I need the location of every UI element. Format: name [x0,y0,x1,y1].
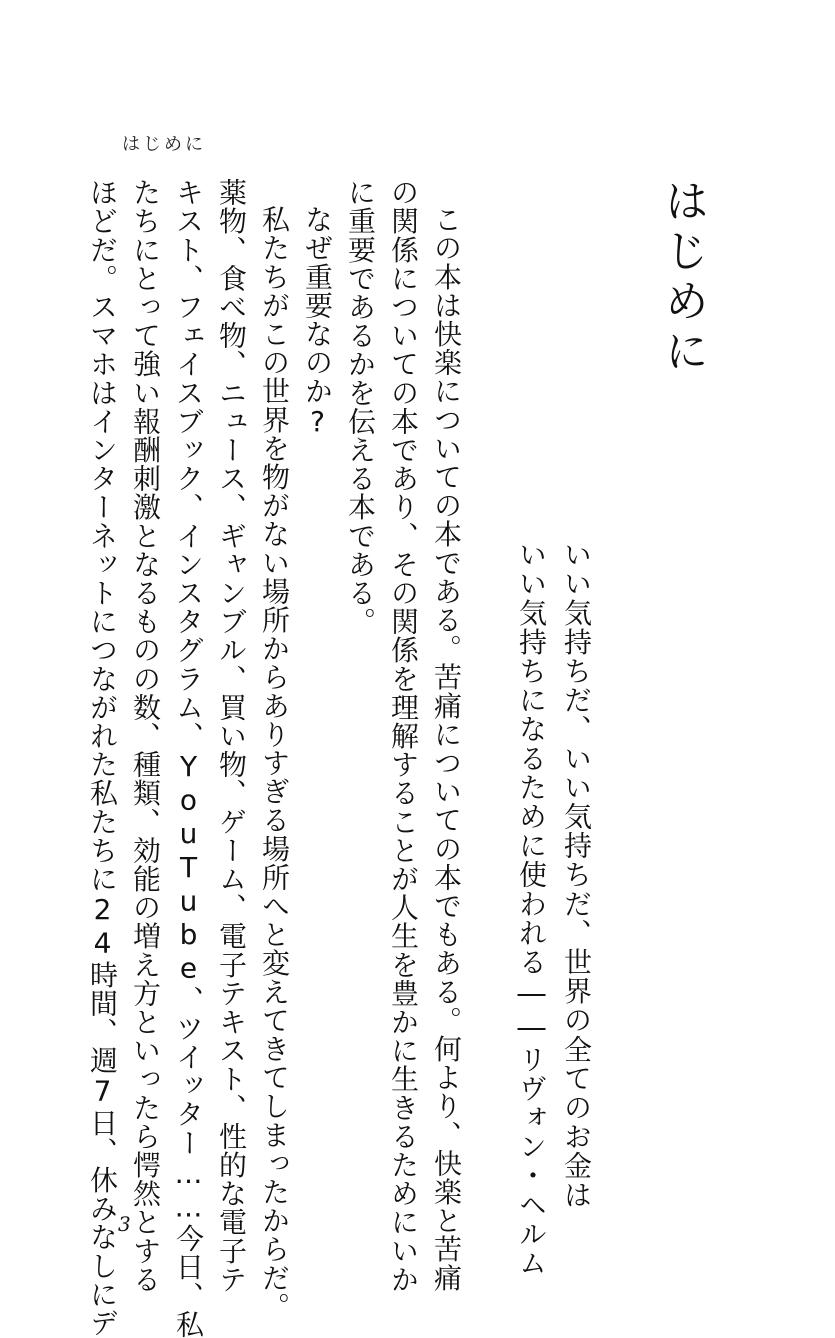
body-line: なぜ重要なのか? [301,205,334,439]
body-line: に重要であるかを伝える本である。 [344,178,377,636]
running-head: はじめに [122,134,206,155]
page-number: 3 [118,1212,131,1236]
chapter-title: はじめに [657,178,708,378]
body-line: この本は快楽についての本である。苦痛についての本でもある。何より、快楽と苦痛 [430,205,463,1292]
body-line: 私たちがこの世界を物がない場所からありすぎる場所へと変えてきてしまったからだ。 [258,205,291,1321]
epigraph-line-1: いい気持ちだ、いい気持ちだ、世界の全てのお金は [560,540,593,1210]
body-line: たちにとって強い報酬刺激となるものの数、種類、効能の増え方といったら愕然とする [129,178,162,1294]
epigraph-line-2: いい気持ちになるために使われる――リヴォン・ヘルム [515,540,548,1278]
body-line: キスト、フェイスブック、インスタグラム、YouTube、ツイッター……今日、私 [172,178,205,1338]
body-line: ほどだ。スマホはインターネットにつながれた私たちに24時間、週7日、休みなしにデ [86,178,119,1337]
body-line: 薬物、食べ物、ニュース、ギャンブル、買い物、ゲーム、電子テキスト、性的な電子テ [215,178,248,1294]
body-line: の関係についての本であり、その関係を理解することが人生を豊かに生きるためにいか [387,178,420,1294]
